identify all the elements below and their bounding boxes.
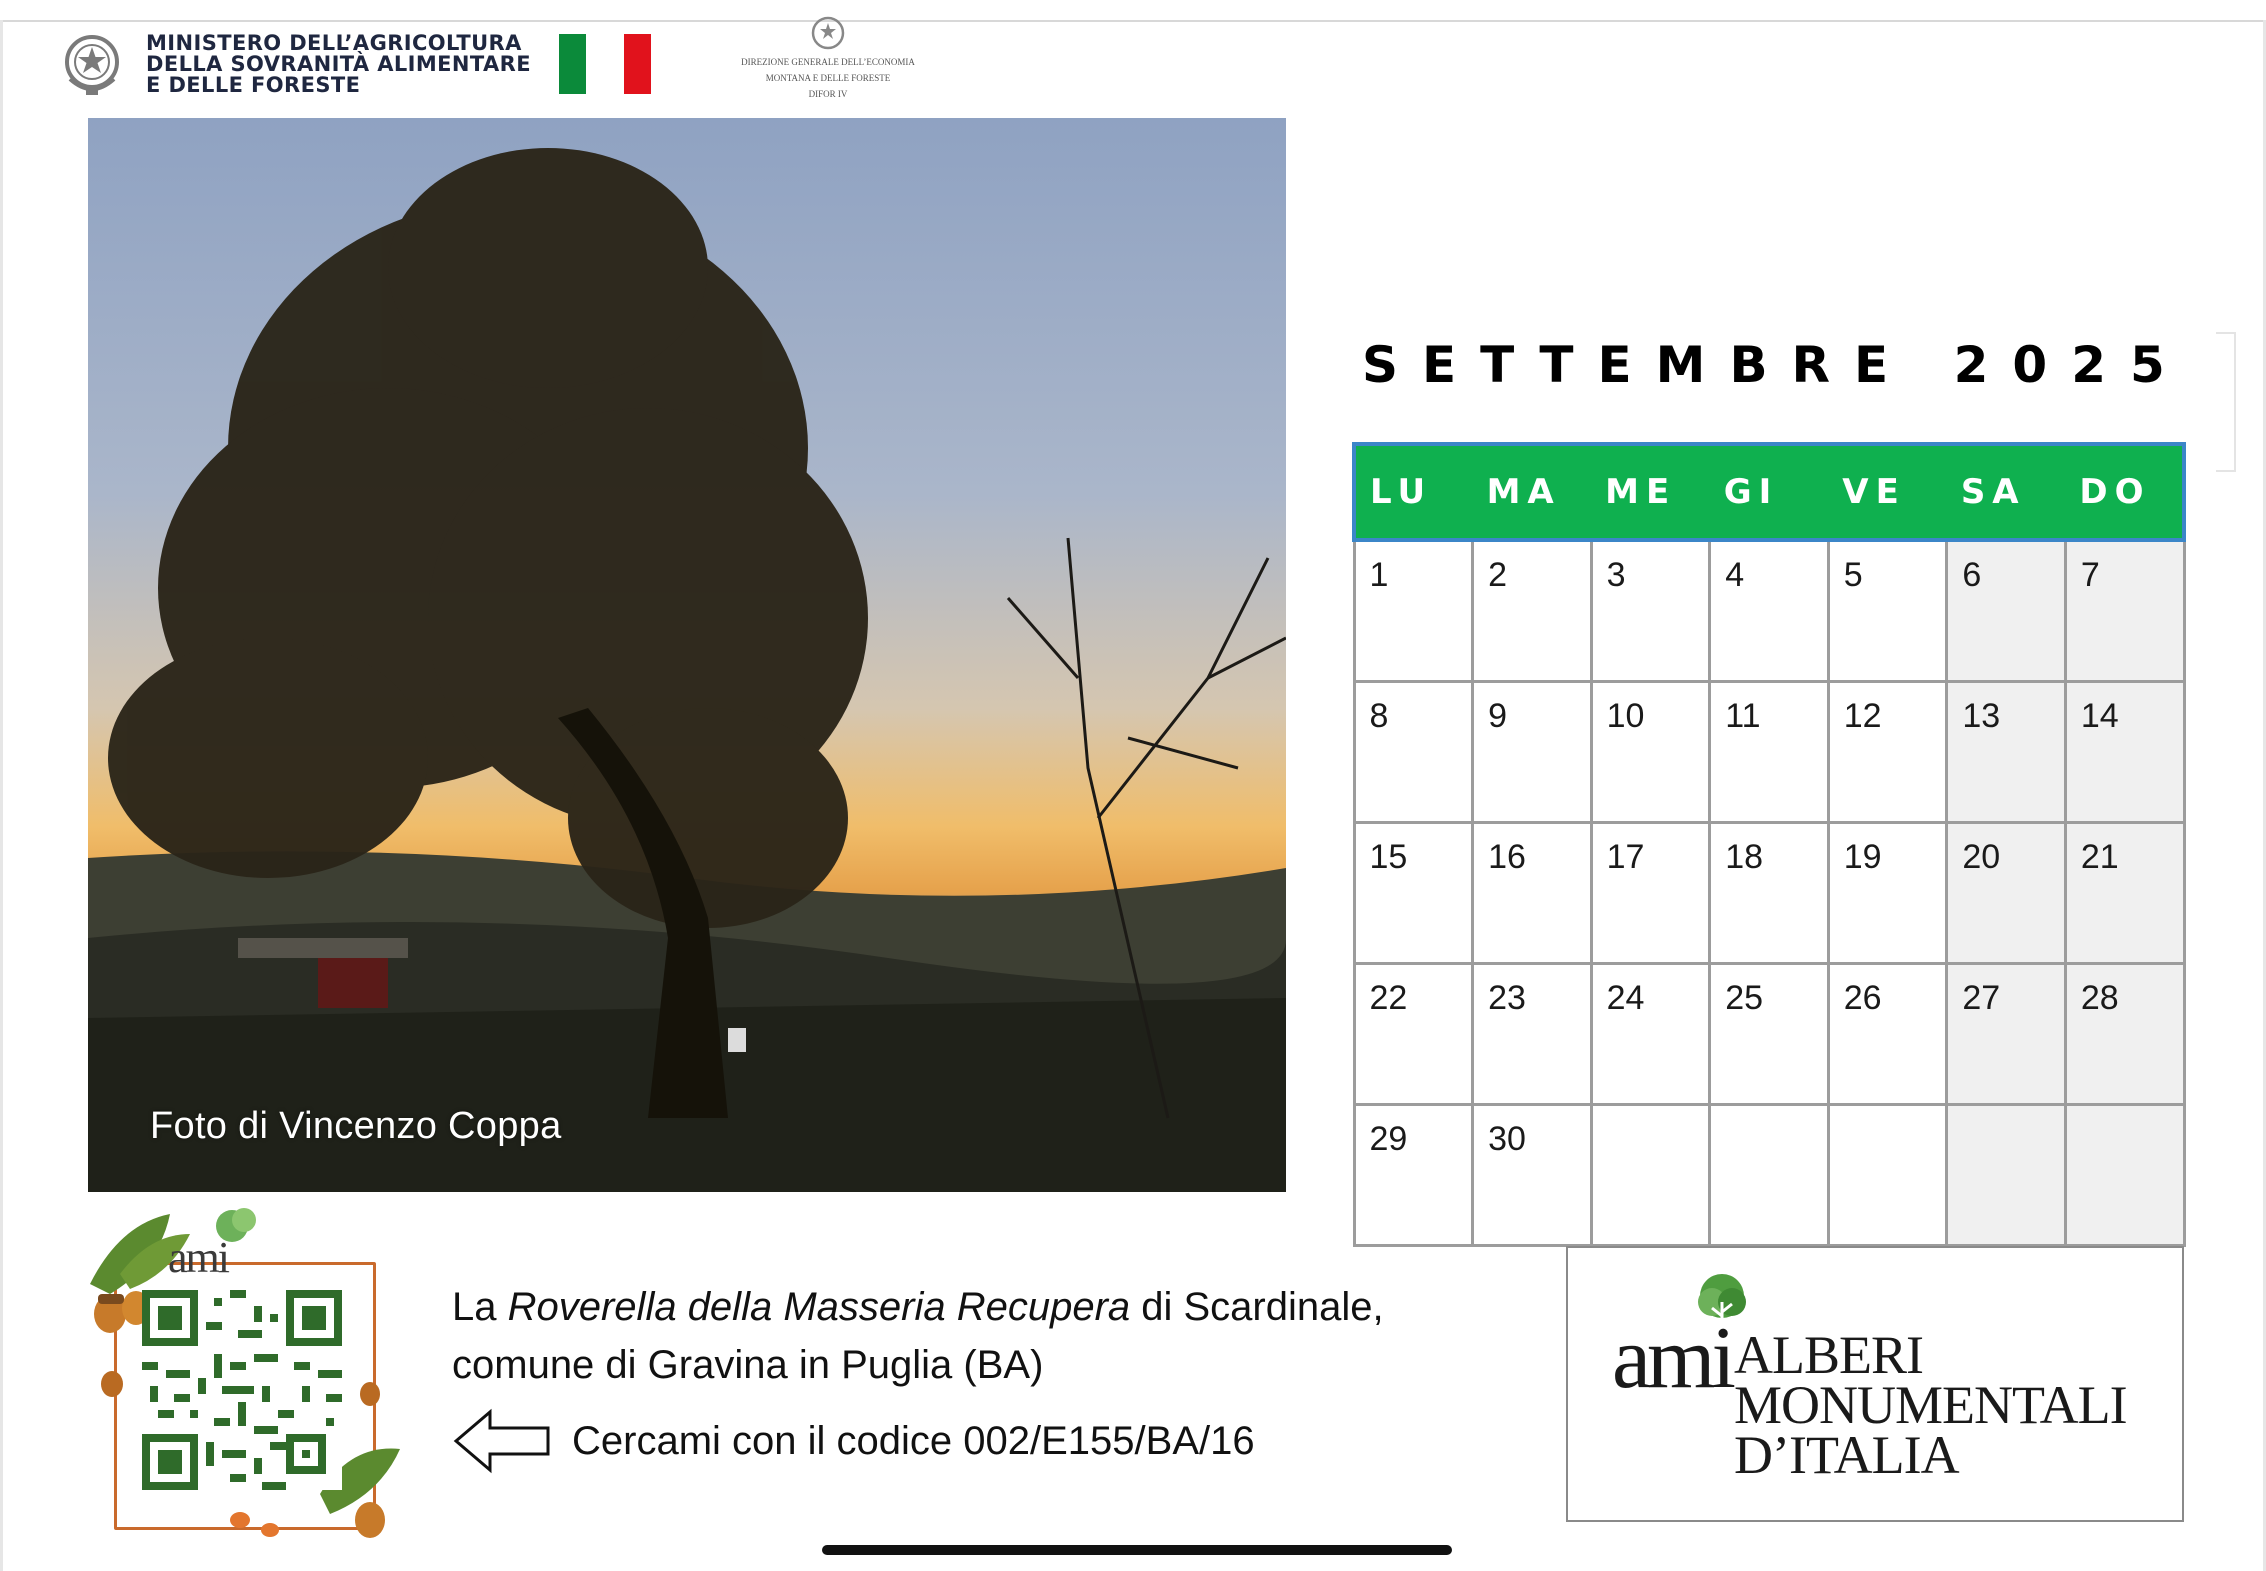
calendar-day (1710, 1105, 1829, 1246)
calendar-day-weekend: 27 (1947, 964, 2066, 1105)
directorate-header (728, 14, 928, 102)
calendar-week-row (1354, 964, 2184, 1105)
calendar-day-weekend (2065, 1105, 2184, 1246)
calendar-day: 18 (1710, 823, 1829, 964)
description-location: comune di Gravina in Puglia (BA) (452, 1343, 1044, 1387)
directorate-emblem-icon (809, 14, 847, 52)
calendar-day: 12 (1828, 682, 1947, 823)
ministry-line: MINISTERO DELL’AGRICOLTURA (146, 30, 522, 55)
ministry-line: E DELLE FORESTE (146, 72, 361, 97)
photo-caption: Foto di Vincenzo Coppa (150, 1105, 562, 1147)
calendar-week-row (1354, 823, 2184, 964)
ministry-header (60, 24, 651, 104)
calendar-day-weekend: 21 (2065, 823, 2184, 964)
calendar-day-weekend: 6 (1947, 540, 2066, 682)
calendar-day: 25 (1710, 964, 1829, 1105)
calendar-day: 9 (1473, 682, 1592, 823)
description-line (452, 1278, 1384, 1336)
calendar-day: 8 (1354, 682, 1473, 823)
calendar-week-row (1354, 540, 2184, 682)
weekday-header: ME (1591, 444, 1710, 540)
arrow-left-icon (452, 1408, 552, 1474)
page-edge (0, 20, 3, 1571)
calendar-day: 3 (1591, 540, 1710, 682)
weekday-header: DO (2065, 444, 2184, 540)
calendar-day-weekend: 7 (2065, 540, 2184, 682)
calendar-day-weekend: 28 (2065, 964, 2184, 1105)
tree-photo-image (88, 118, 1286, 1192)
calendar-title: SETTEMBRE 2025 (1362, 336, 2189, 394)
calendar-day: 30 (1473, 1105, 1592, 1246)
calendar-grid (1352, 442, 2186, 1247)
calendar-day: 5 (1828, 540, 1947, 682)
ami-logo-text: ami (1612, 1310, 1732, 1407)
calendar-day: 15 (1354, 823, 1473, 964)
calendar-day-weekend: 13 (1947, 682, 2066, 823)
weekday-header-row (1354, 444, 2184, 540)
ministry-line: DELLA SOVRANITÀ ALIMENTARE (146, 51, 531, 76)
italian-flag-icon (559, 34, 651, 94)
calendar-day: 16 (1473, 823, 1592, 964)
calendar-day-weekend: 14 (2065, 682, 2184, 823)
weekday-header: VE (1828, 444, 1947, 540)
logo-wordmark (1734, 1325, 2127, 1485)
home-indicator[interactable] (822, 1545, 1452, 1555)
description-suffix: di Scardinale, (1130, 1285, 1384, 1329)
search-code-row (452, 1408, 1255, 1474)
republic-emblem-icon (60, 29, 124, 99)
top-bar (0, 0, 2266, 22)
weekday-header: LU (1354, 444, 1473, 540)
logo-line: MONUMENTALI (1734, 1375, 2127, 1435)
calendar-day-weekend (1947, 1105, 2066, 1246)
qr-code-icon[interactable] (142, 1290, 342, 1490)
calendar-day: 29 (1354, 1105, 1473, 1246)
ministry-name (146, 30, 531, 97)
calendar-day-weekend: 20 (1947, 823, 2066, 964)
calendar-day (1591, 1105, 1710, 1246)
calendar-day: 10 (1591, 682, 1710, 823)
ami-small-logo: ami (168, 1233, 228, 1282)
calendar-day: 26 (1828, 964, 1947, 1105)
alberi-monumentali-logo (1566, 1246, 2184, 1522)
calendar-day (1828, 1105, 1947, 1246)
description-prefix: La (452, 1285, 508, 1329)
calendar-day: 11 (1710, 682, 1829, 823)
tree-photo (88, 118, 1286, 1192)
search-code-text: Cercami con il codice 002/E155/BA/16 (572, 1418, 1255, 1463)
calendar-day: 24 (1591, 964, 1710, 1105)
qr-code-block (80, 1204, 410, 1544)
directorate-line: DIFOR IV (808, 89, 848, 99)
calendar-day: 22 (1354, 964, 1473, 1105)
page-marker (2216, 332, 2236, 472)
calendar-day: 4 (1710, 540, 1829, 682)
tree-name: Roverella della Masseria Recupera (507, 1285, 1131, 1329)
calendar-day: 19 (1828, 823, 1947, 964)
calendar-day: 17 (1591, 823, 1710, 964)
tree-description (452, 1278, 1384, 1394)
directorate-line: MONTANA E DELLE FORESTE (765, 73, 891, 83)
weekday-header: SA (1947, 444, 2066, 540)
logo-line: ALBERI (1734, 1325, 1923, 1385)
calendar-day: 1 (1354, 540, 1473, 682)
calendar-week-row (1354, 682, 2184, 823)
calendar-day: 2 (1473, 540, 1592, 682)
logo-line: D’ITALIA (1734, 1425, 1959, 1485)
weekday-header: GI (1710, 444, 1829, 540)
calendar-day: 23 (1473, 964, 1592, 1105)
directorate-line: DIREZIONE GENERALE DELL’ECONOMIA (741, 57, 915, 67)
weekday-header: MA (1473, 444, 1592, 540)
calendar-week-row (1354, 1105, 2184, 1246)
